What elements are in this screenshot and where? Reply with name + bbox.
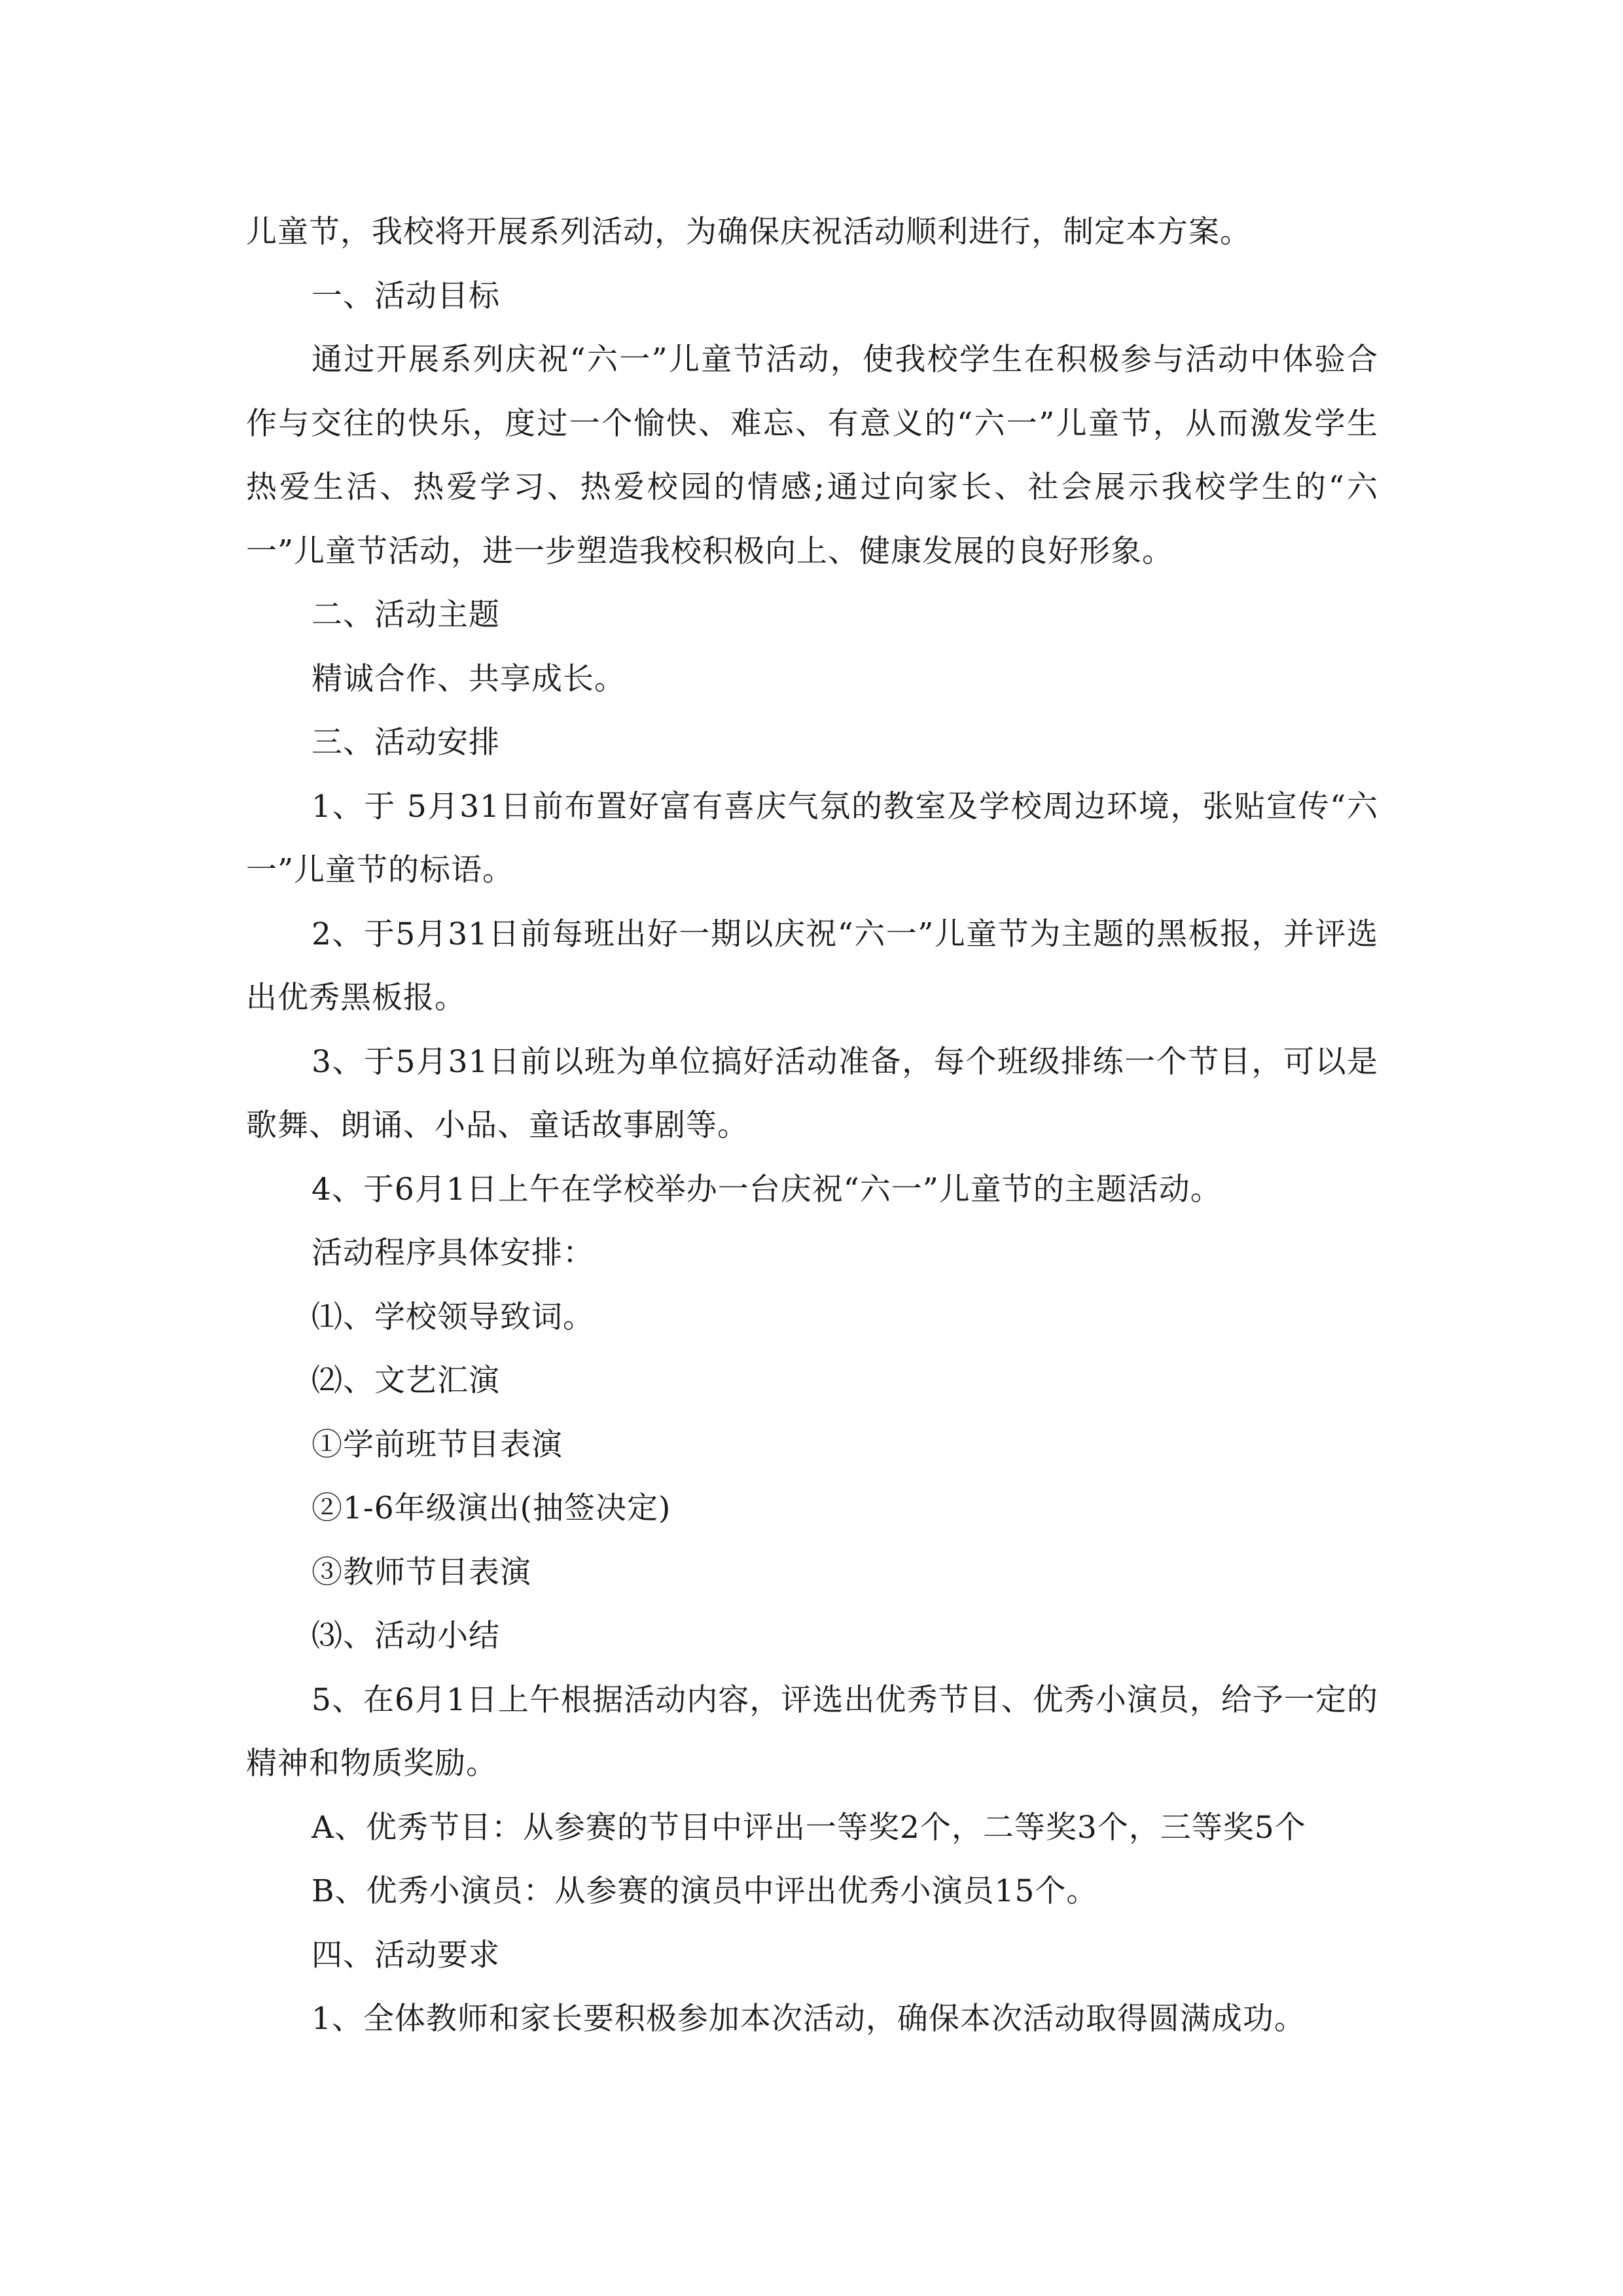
- subheading-program: 活动程序具体安排：: [312, 1235, 594, 1271]
- list-item-requirement-1: 1、全体教师和家长要积极参加本次活动，确保本次活动取得圆满成功。: [312, 2001, 1306, 2037]
- paragraph-theme: 精诚合作、共享成长。: [312, 660, 626, 697]
- list-item-arrangement-2: 2、于5月31日前每班出好一期以庆祝“六一”儿童节为主题的黑板报，并评选出优秀黑板报。: [246, 916, 1378, 1016]
- program-item-2: ⑵、文艺汇演: [312, 1363, 500, 1399]
- section-heading-arrangements: 三、活动安排: [312, 725, 500, 761]
- award-item-b: B、优秀小演员：从参赛的演员中评出优秀小演员15个。: [312, 1873, 1098, 1909]
- list-item-arrangement-5: 5、在6月1日上午根据活动内容，评选出优秀节目、优秀小演员，给予一定的精神和物质奖励。: [246, 1681, 1378, 1782]
- program-item-3: ⑶、活动小结: [312, 1618, 500, 1654]
- program-item-1: ⑴、学校领导致词。: [312, 1299, 594, 1335]
- award-item-a: A、优秀节目：从参赛的节目中评出一等奖2个，二等奖3个，三等奖5个: [312, 1809, 1306, 1846]
- document-body: [246, 200, 1378, 2051]
- section-heading-theme: 二、活动主题: [312, 597, 500, 633]
- section-heading-goals: 一、活动目标: [312, 278, 500, 314]
- list-item-arrangement-3: 3、于5月31日前以班为单位搞好活动准备，每个班级排练一个节目，可以是歌舞、朗诵、小品、童话故事剧等。: [246, 1043, 1379, 1143]
- section-heading-requirements: 四、活动要求: [312, 1937, 500, 1973]
- paragraph-intro-continuation: 儿童节，我校将开展系列活动，为确保庆祝活动顺利进行，制定本方案。: [246, 214, 1251, 250]
- paragraph-goals: 通过开展系列庆祝“六一”儿童节活动，使我校学生在积极参与活动中体验合作与交往的快乐，度过一个愉快、难忘、有意义的“六一”儿童节，从而激发学生热爱生活、热爱学习、热爱校园的情感;通过向家长、社会展示我校学生的“六一”儿童节活动，进一步塑造我校积极向上、健康发展的良好形象。: [246, 342, 1378, 569]
- program-subitem-3: ③教师节目表演: [312, 1554, 531, 1590]
- list-item-arrangement-4: 4、于6月1日上午在学校举办一台庆祝“六一”儿童节的主题活动。: [312, 1171, 1222, 1208]
- list-item-arrangement-1: 1、于 5月31日前布置好富有喜庆气氛的教室及学校周边环境，张贴宣传“六一”儿童节的标语。: [246, 788, 1378, 888]
- program-subitem-2: ②1-6年级演出(抽签决定): [312, 1490, 671, 1526]
- program-subitem-1: ①学前班节目表演: [312, 1426, 563, 1463]
